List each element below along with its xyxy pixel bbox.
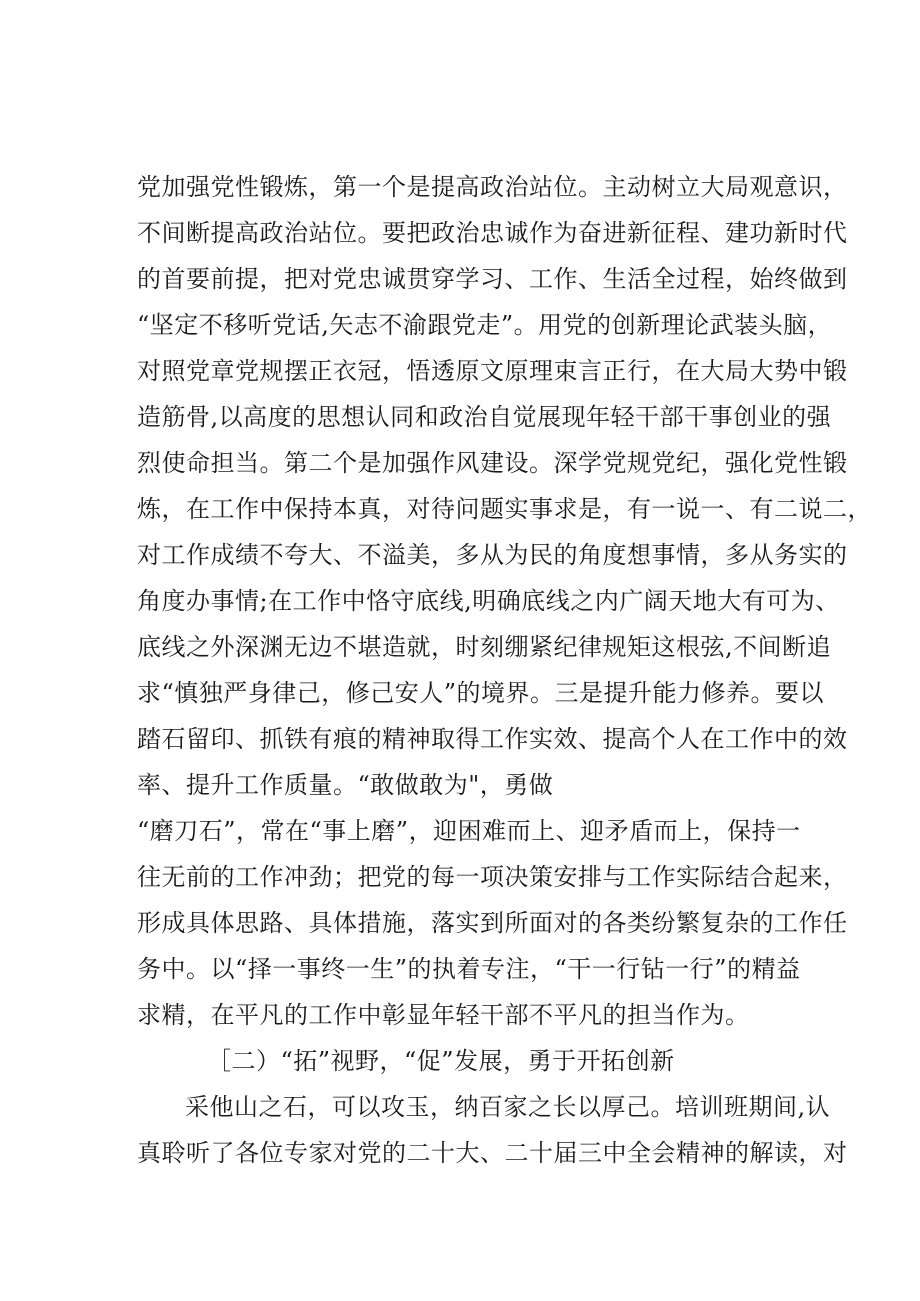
paragraph-line: 率、提升工作质量。“敢做敢为"，勇做	[137, 771, 554, 799]
paragraph-line: 真聆听了各位专家对党的二十大、二十届三中全会精神的解读，对	[137, 1139, 848, 1167]
paragraph-line: 对照党章党规摆正衣冠，悟透原文原理束言正行，在大局大势中锻	[137, 357, 848, 385]
paragraph-line: 烈使命担当。第二个是加强作风建设。深学党规党纪，强化党性锻	[137, 449, 848, 477]
paragraph-line: 求精，在平凡的工作中彰显年轻干部不平凡的担当作为。	[137, 1001, 750, 1029]
paragraph-line: 对工作成绩不夸大、不溢美，多从为民的角度想事情，多从务实的	[137, 541, 848, 569]
paragraph-line: 求“慎独严身律己，修己安人”的境界。三是提升能力修养。要以	[137, 679, 825, 707]
paragraph-line: 造筋骨,以高度的思想认同和政治自觉展现年轻干部干事创业的强	[137, 403, 832, 431]
paragraph-line: 采他山之石，可以攻玉，纳百家之长以厚己。培训班期间,认	[185, 1093, 831, 1121]
paragraph-line: 炼，在工作中保持本真，对待问题实事求是，有一说一、有二说二，	[137, 495, 872, 523]
paragraph-line: 底线之外深渊无边不堪造就，时刻绷紧纪律规矩这根弦,不间断追	[137, 633, 832, 661]
paragraph-line: 往无前的工作冲劲；把党的每一项决策安排与工作实际结合起来，	[137, 863, 848, 891]
paragraph-line: 党加强党性锻炼，第一个是提高政治站位。主动树立大局观意识，	[137, 173, 848, 201]
paragraph-line: 的首要前提，把对党忠诚贯穿学习、工作、生活全过程，始终做到	[137, 265, 848, 293]
paragraph-line: “磨刀石”，常在“事上磨”，迎困难而上、迎矛盾而上，保持一	[137, 817, 801, 845]
paragraph-line: 角度办事情;在工作中恪守底线,明确底线之内广阔天地大有可为、	[137, 587, 840, 615]
paragraph-line: 不间断提高政治站位。要把政治忠诚作为奋进新征程、建功新时代	[137, 219, 848, 247]
paragraph-line: 形成具体思路、具体措施，落实到所面对的各类纷繁复杂的工作任	[137, 909, 848, 937]
section-subheading: ［二）“拓”视野，“促”发展，勇于开拓创新	[207, 1047, 675, 1075]
paragraph-line: “坚定不移听党话,矢志不渝跟党走”。用党的创新理论武装头脑，	[137, 311, 833, 339]
paragraph-line: 踏石留印、抓铁有痕的精神取得工作实效、提高个人在工作中的效	[137, 725, 848, 753]
paragraph-line: 务中。以“择一事终一生”的执着专注，“干一行钻一行”的精益	[137, 955, 801, 983]
